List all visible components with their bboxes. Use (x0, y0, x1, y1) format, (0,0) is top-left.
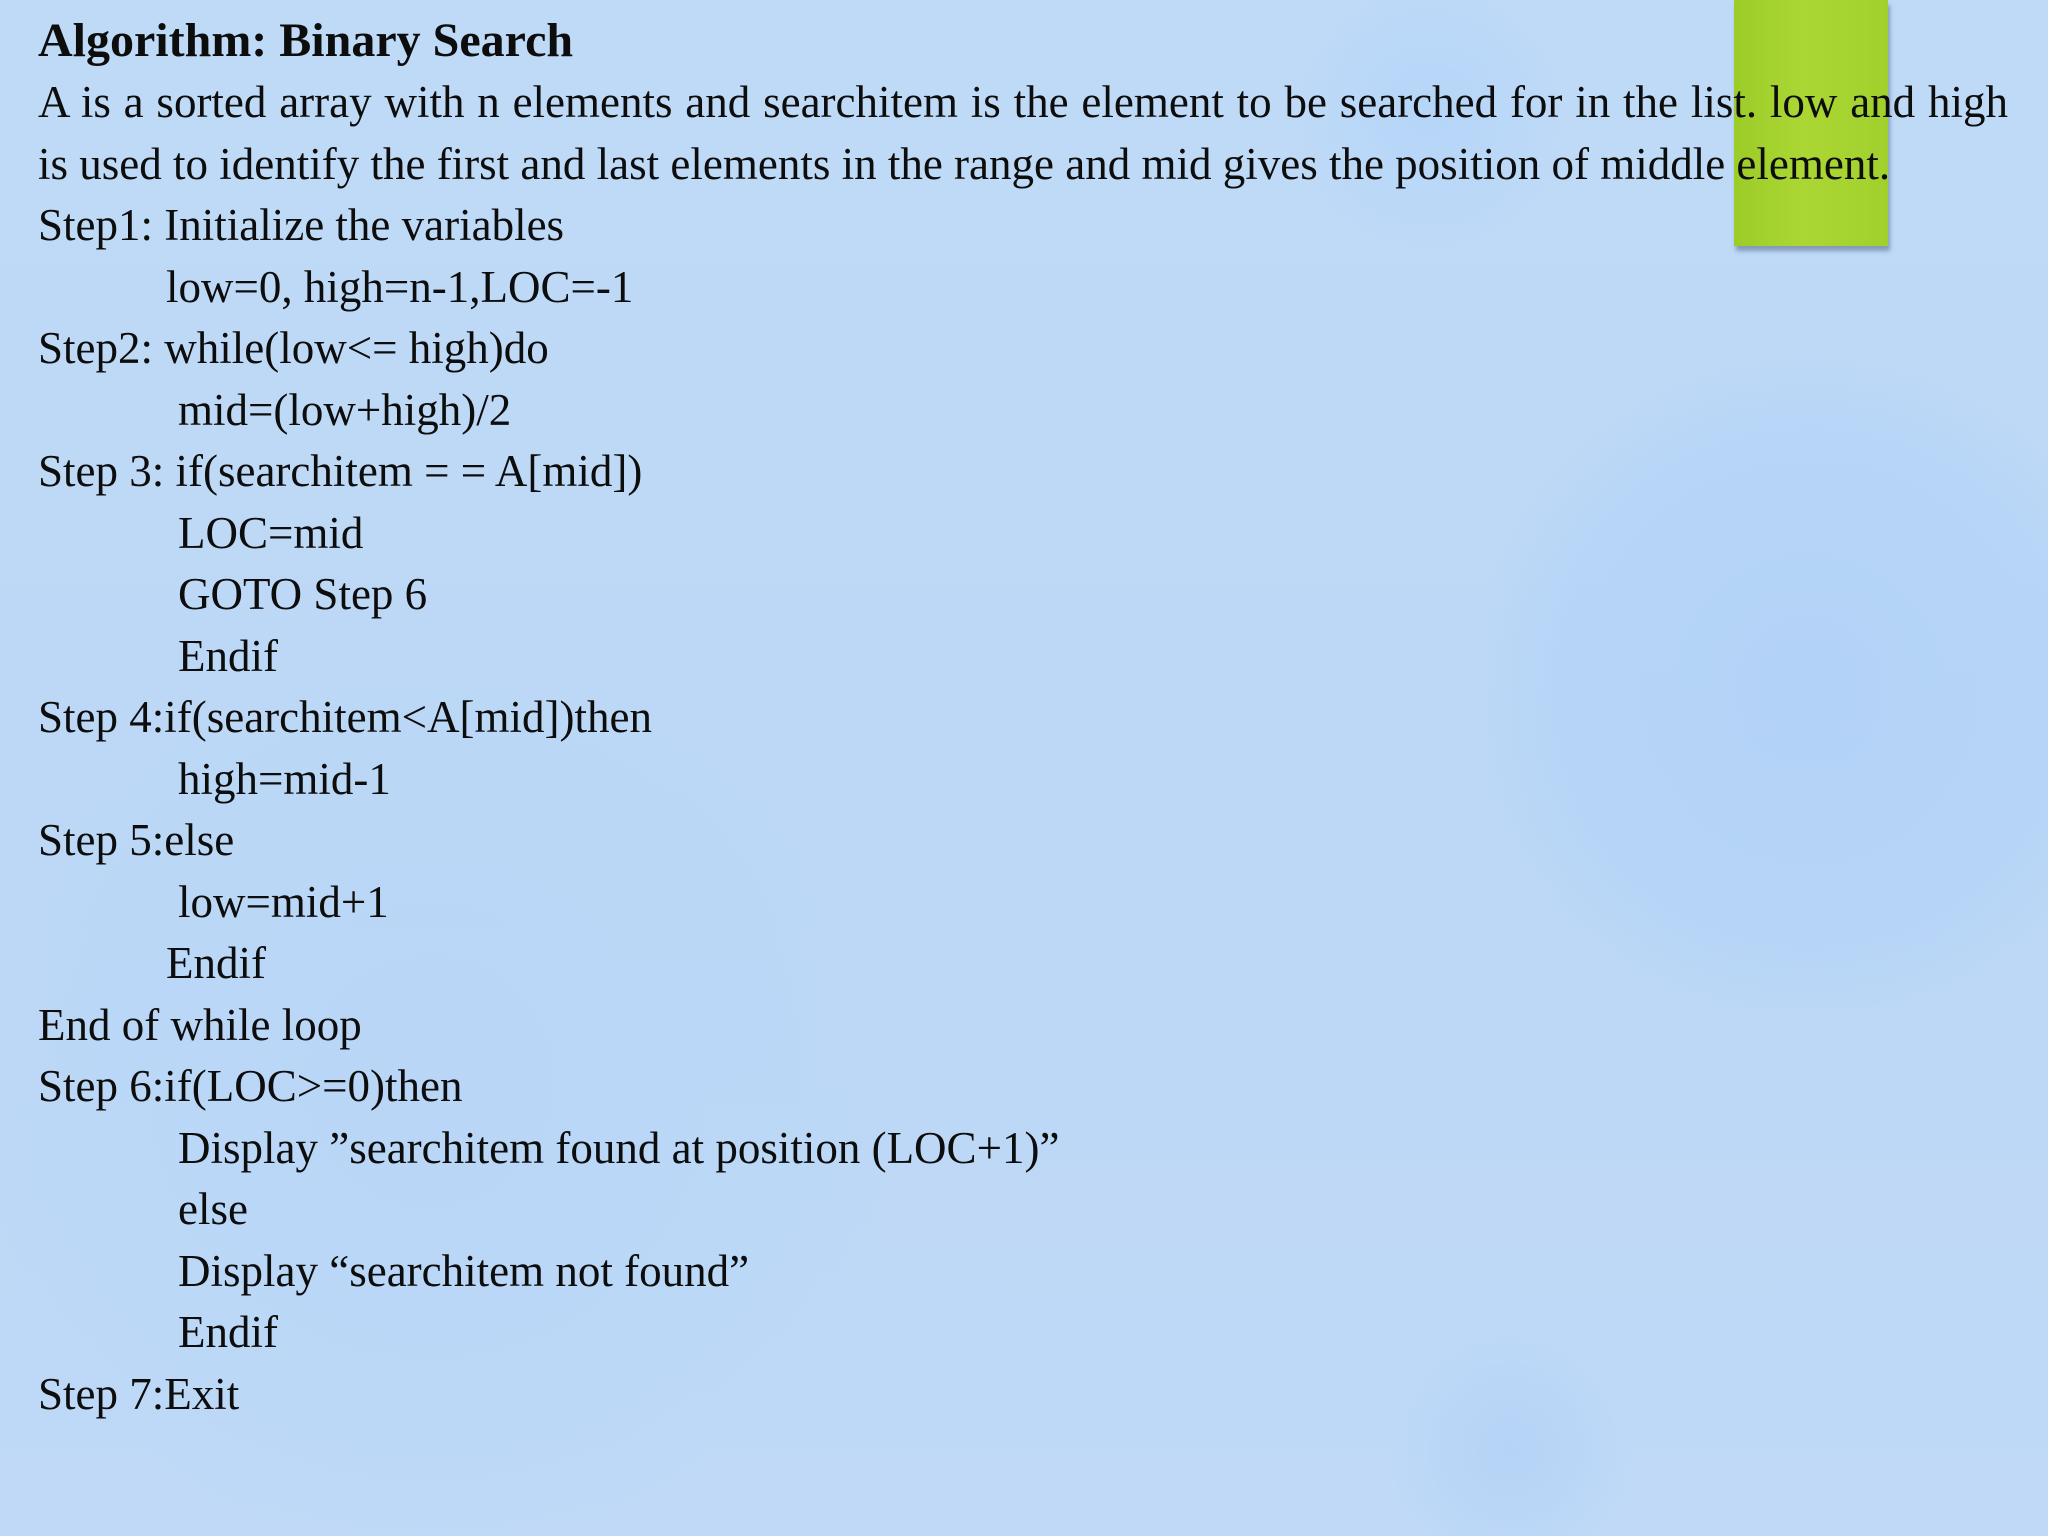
step2-mid-line: mid=(low+high)/2 (178, 384, 512, 435)
step6-found-line: Display ”searchitem found at position (LOC+1)” (178, 1122, 1060, 1173)
step4-high-line: high=mid-1 (178, 753, 391, 804)
slide-content (38, 10, 2008, 1425)
step7-line: Step 7:Exit (38, 1368, 240, 1419)
step5-line: Step 5:else (38, 815, 235, 865)
step3-loc-line: LOC=mid (178, 507, 364, 558)
step6-else-line: else (178, 1184, 248, 1234)
slide-title: Algorithm: Binary Search (38, 14, 574, 67)
step5-endif-line: Endif (166, 938, 266, 988)
step1-init-line: low=0, high=n-1,LOC=-1 (166, 261, 634, 312)
step5-low-line: low=mid+1 (178, 876, 389, 927)
step3-line: Step 3: if(searchitem = = A[mid]) (38, 446, 643, 496)
intro-paragraph: A is a sorted array with n elements and searchitem is the element to be searched for in the list. low and high is used to identify the first and last elements in the range and mid gives the position of middle element. (38, 77, 2008, 189)
step6-endif-line: Endif (178, 1307, 278, 1357)
step6-notfound-line: Display “searchitem not found” (178, 1245, 750, 1296)
step2-line: Step2: while(low<= high)do (38, 323, 549, 373)
end-while-line: End of while loop (38, 999, 362, 1050)
step3-endif-line: Endif (178, 630, 278, 681)
step1-line: Step1: Initialize the variables (38, 200, 565, 250)
step4-line: Step 4:if(searchitem<A[mid])then (38, 692, 652, 742)
step3-goto-line: GOTO Step 6 (178, 569, 428, 619)
step6-line: Step 6:if(LOC>=0)then (38, 1061, 463, 1111)
